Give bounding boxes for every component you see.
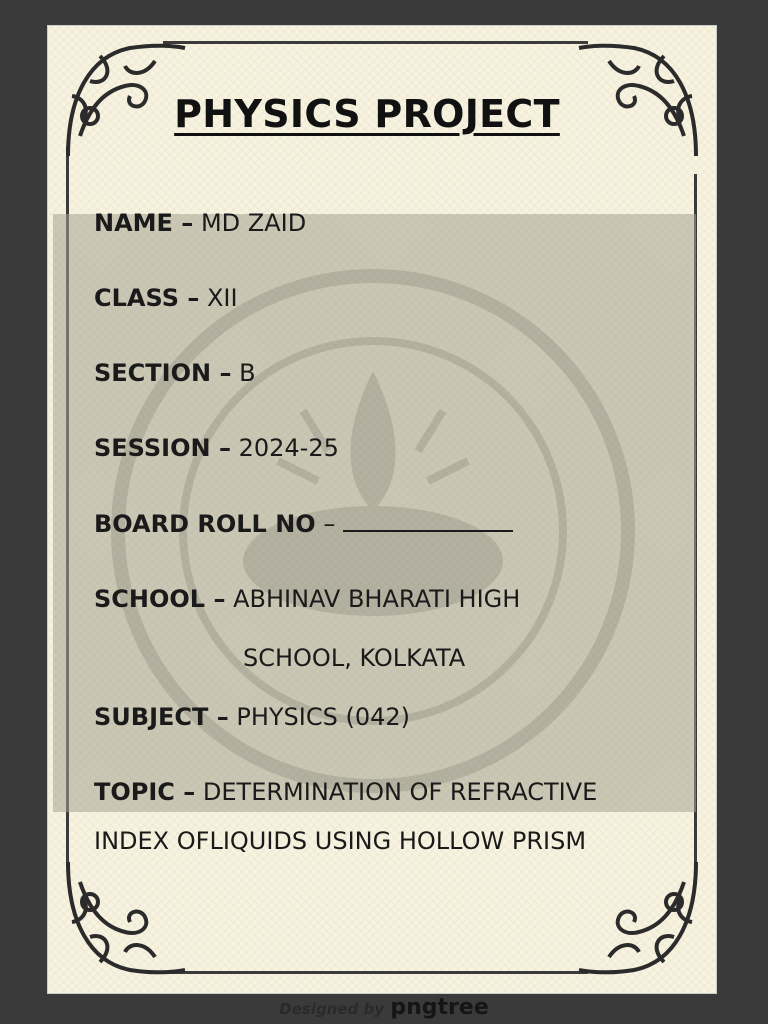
- field-section: [94, 359, 256, 387]
- field-school-value: ABHINAV BHARATI HIGH: [233, 585, 521, 613]
- field-board-roll-no-dash: –: [315, 510, 343, 538]
- field-topic: [94, 778, 597, 806]
- field-school-value-continued: SCHOOL, KOLKATA: [243, 644, 466, 672]
- field-session-label: SESSION –: [94, 434, 231, 462]
- watermark-brand: pngtree: [390, 995, 489, 1020]
- field-school: [94, 585, 520, 613]
- field-class: [94, 284, 238, 312]
- field-board-roll-no: [94, 510, 513, 538]
- field-subject-value: PHYSICS (042): [236, 703, 411, 731]
- pngtree-watermark: [0, 995, 768, 1020]
- field-section-value: B: [239, 359, 256, 387]
- field-class-label: CLASS –: [94, 284, 200, 312]
- field-subject-label: SUBJECT –: [94, 703, 229, 731]
- frame-top-line: [163, 41, 588, 44]
- board-roll-no-blank-line: [343, 512, 513, 532]
- watermark-prefix: Designed by: [279, 1000, 385, 1018]
- field-session: [94, 434, 339, 462]
- field-topic-label: TOPIC –: [94, 778, 196, 806]
- field-board-roll-no-label: BOARD ROLL NO: [94, 510, 316, 538]
- field-session-value: 2024-25: [238, 434, 339, 462]
- page-title: PHYSICS PROJECT: [174, 92, 560, 136]
- field-school-label: SCHOOL –: [94, 585, 226, 613]
- field-name-value: MD ZAID: [200, 209, 307, 237]
- field-topic-value-continued: INDEX OFLIQUIDS USING HOLLOW PRISM: [94, 827, 587, 855]
- certificate-page: [47, 25, 717, 994]
- frame-bottom-line: [163, 971, 588, 974]
- field-subject: [94, 703, 410, 731]
- field-class-value: XII: [206, 284, 238, 312]
- field-name: [94, 209, 306, 237]
- field-topic-value: DETERMINATION OF REFRACTIVE: [202, 778, 598, 806]
- field-section-label: SECTION –: [94, 359, 232, 387]
- ornament-bottom-left-icon: [60, 852, 190, 982]
- ornament-bottom-right-icon: [574, 852, 704, 982]
- field-name-label: NAME –: [94, 209, 194, 237]
